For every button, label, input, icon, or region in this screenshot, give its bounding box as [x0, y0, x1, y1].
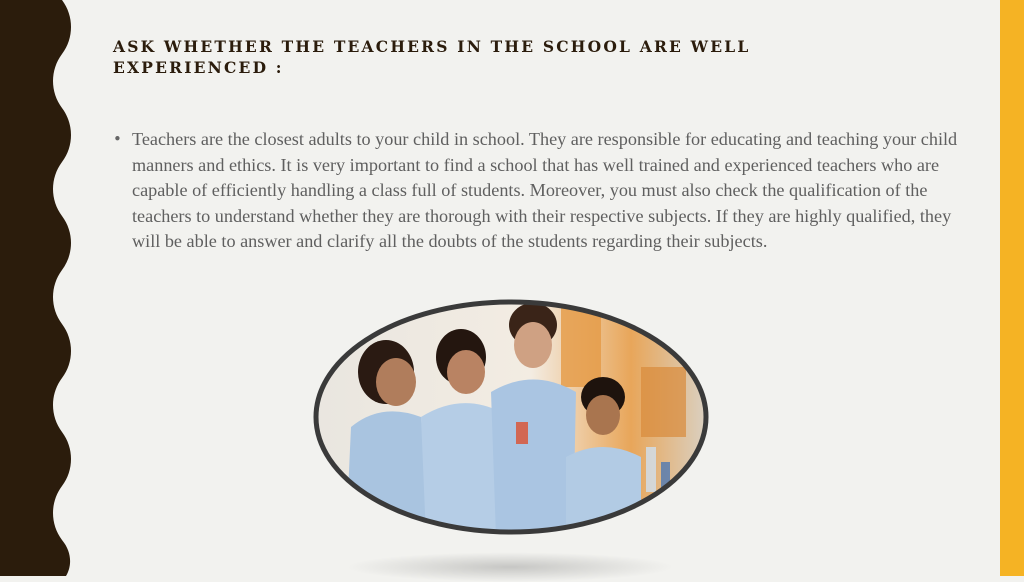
bullet-list — [113, 127, 963, 255]
slide-title: ASK WHETHER THE TEACHERS IN THE SCHOOL ARE WELL EXPERIENCED : — [113, 37, 751, 77]
classroom-photo — [311, 297, 711, 537]
bullet-item — [113, 127, 963, 255]
bullet-text: Teachers are the closest adults to your child in school. They are responsible for educating and teaching your child manners and ethics. It is very important to find a school that has well trained and experienced teachers who are capable of efficiently handling a class full of students. Moreover, you must also check the qualification of the teachers to understand whether they are thorough with their respective subjects. If they are highly qualified, they will be able to answer and clarify all the doubts of the students regarding their subjects. — [132, 129, 958, 251]
accent-side-band — [1000, 0, 1024, 576]
wavy-side-band — [0, 0, 90, 576]
bullet-marker: • — [113, 130, 122, 148]
photo-shadow — [345, 552, 675, 582]
